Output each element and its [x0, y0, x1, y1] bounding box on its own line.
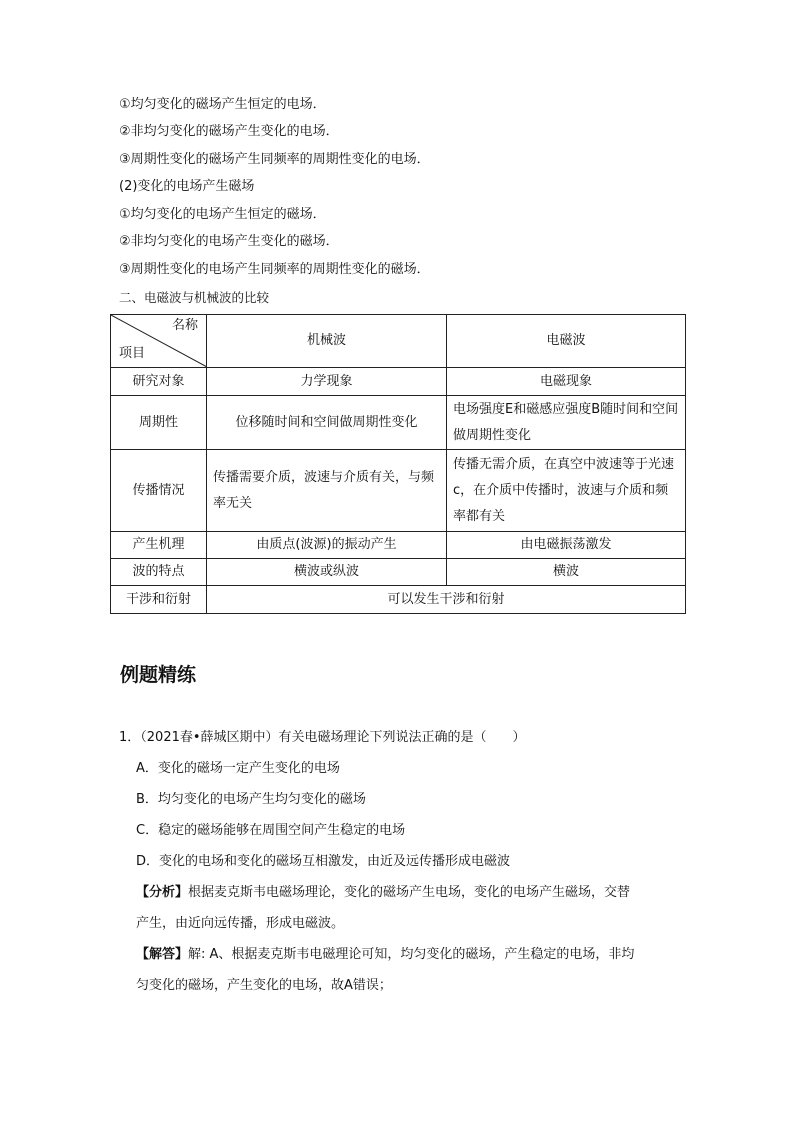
row-label: 研究对象 — [111, 368, 207, 396]
option-d: D．变化的电场和变化的磁场互相激发，由近及远传播形成电磁波 — [136, 854, 511, 869]
row-label: 传播情况 — [111, 450, 207, 532]
section-heading: 例题精练 — [120, 664, 197, 686]
col-header-electromagnetic: 电磁波 — [447, 315, 686, 368]
cell-electromagnetic: 传播无需介质，在真空中波速等于光速c，在介质中传播时，波速与介质和频率都有关 — [447, 450, 686, 532]
table-row — [111, 532, 686, 559]
table-row — [111, 586, 686, 614]
comparison-table — [110, 314, 686, 614]
row-label: 产生机理 — [111, 532, 207, 559]
answer-text: 解: A、根据麦克斯韦电磁理论可知，均匀变化的磁场，产生稳定的电场，非均 — [188, 947, 635, 962]
cell-electromagnetic: 电场强度E和磁感应强度B随时间和空间做周期性变化 — [447, 396, 686, 450]
intro-line-6: ②非均匀变化的电场产生变化的磁场． — [119, 234, 339, 249]
cell-electromagnetic: 横波 — [447, 559, 686, 586]
col-header-mechanical: 机械波 — [207, 315, 447, 368]
answer-tag: 【解答】 — [136, 947, 189, 962]
corner-cell — [111, 315, 207, 368]
intro-line-1: ①均匀变化的磁场产生恒定的电场． — [119, 97, 326, 112]
corner-bottom-label: 项目 — [119, 346, 146, 361]
option-b: B．均匀变化的电场产生均匀变化的磁场 — [136, 792, 366, 807]
cell-mechanical: 传播需要介质，波速与介质有关，与频率无关 — [207, 450, 447, 532]
table-row — [111, 368, 686, 396]
analysis-line-1 — [136, 883, 630, 903]
cell-mechanical: 位移随时间和空间做周期性变化 — [207, 396, 447, 450]
section-title: 二、电磁波与机械波的比较 — [119, 290, 270, 305]
row-label: 波的特点 — [111, 559, 207, 586]
answer-line-1 — [136, 945, 634, 965]
option-a: A．变化的磁场一定产生变化的电场 — [136, 761, 340, 776]
row-label: 周期性 — [111, 396, 207, 450]
intro-line-4: (2)变化的电场产生磁场 — [119, 179, 255, 194]
cell-electromagnetic: 电磁现象 — [447, 368, 686, 396]
row-label: 干涉和衍射 — [111, 586, 207, 614]
corner-top-label: 名称 — [171, 318, 198, 333]
cell-mechanical: 力学现象 — [207, 368, 447, 396]
table-row — [111, 559, 686, 586]
analysis-tag: 【分析】 — [136, 885, 189, 900]
answer-line-2: 匀变化的磁场，产生变化的电场，故A错误； — [136, 978, 392, 993]
analysis-line-2: 产生，由近向远传播，形成电磁波。 — [136, 916, 345, 931]
intro-line-7: ③周期性变化的电场产生同频率的周期性变化的磁场． — [119, 262, 430, 277]
table-header-row — [111, 315, 686, 368]
question-stem: 1．（2021春•薛城区期中）有关电磁场理论下列说法正确的是（ ） — [119, 730, 526, 745]
table-row — [111, 396, 686, 450]
cell-mechanical: 横波或纵波 — [207, 559, 447, 586]
intro-line-2: ②非均匀变化的磁场产生变化的电场． — [119, 124, 339, 139]
intro-line-5: ①均匀变化的电场产生恒定的磁场． — [119, 207, 326, 222]
cell-electromagnetic: 由电磁振荡激发 — [447, 532, 686, 559]
cell-mechanical: 由质点(波源)的振动产生 — [207, 532, 447, 559]
table-row — [111, 450, 686, 532]
option-c: C．稳定的磁场能够在周围空间产生稳定的电场 — [136, 823, 406, 838]
analysis-text: 根据麦克斯韦电磁场理论，变化的磁场产生电场，变化的电场产生磁场，交替 — [188, 885, 631, 900]
intro-line-3: ③周期性变化的磁场产生同频率的周期性变化的电场． — [119, 152, 430, 167]
merged-cell: 可以发生干涉和衍射 — [207, 586, 686, 614]
